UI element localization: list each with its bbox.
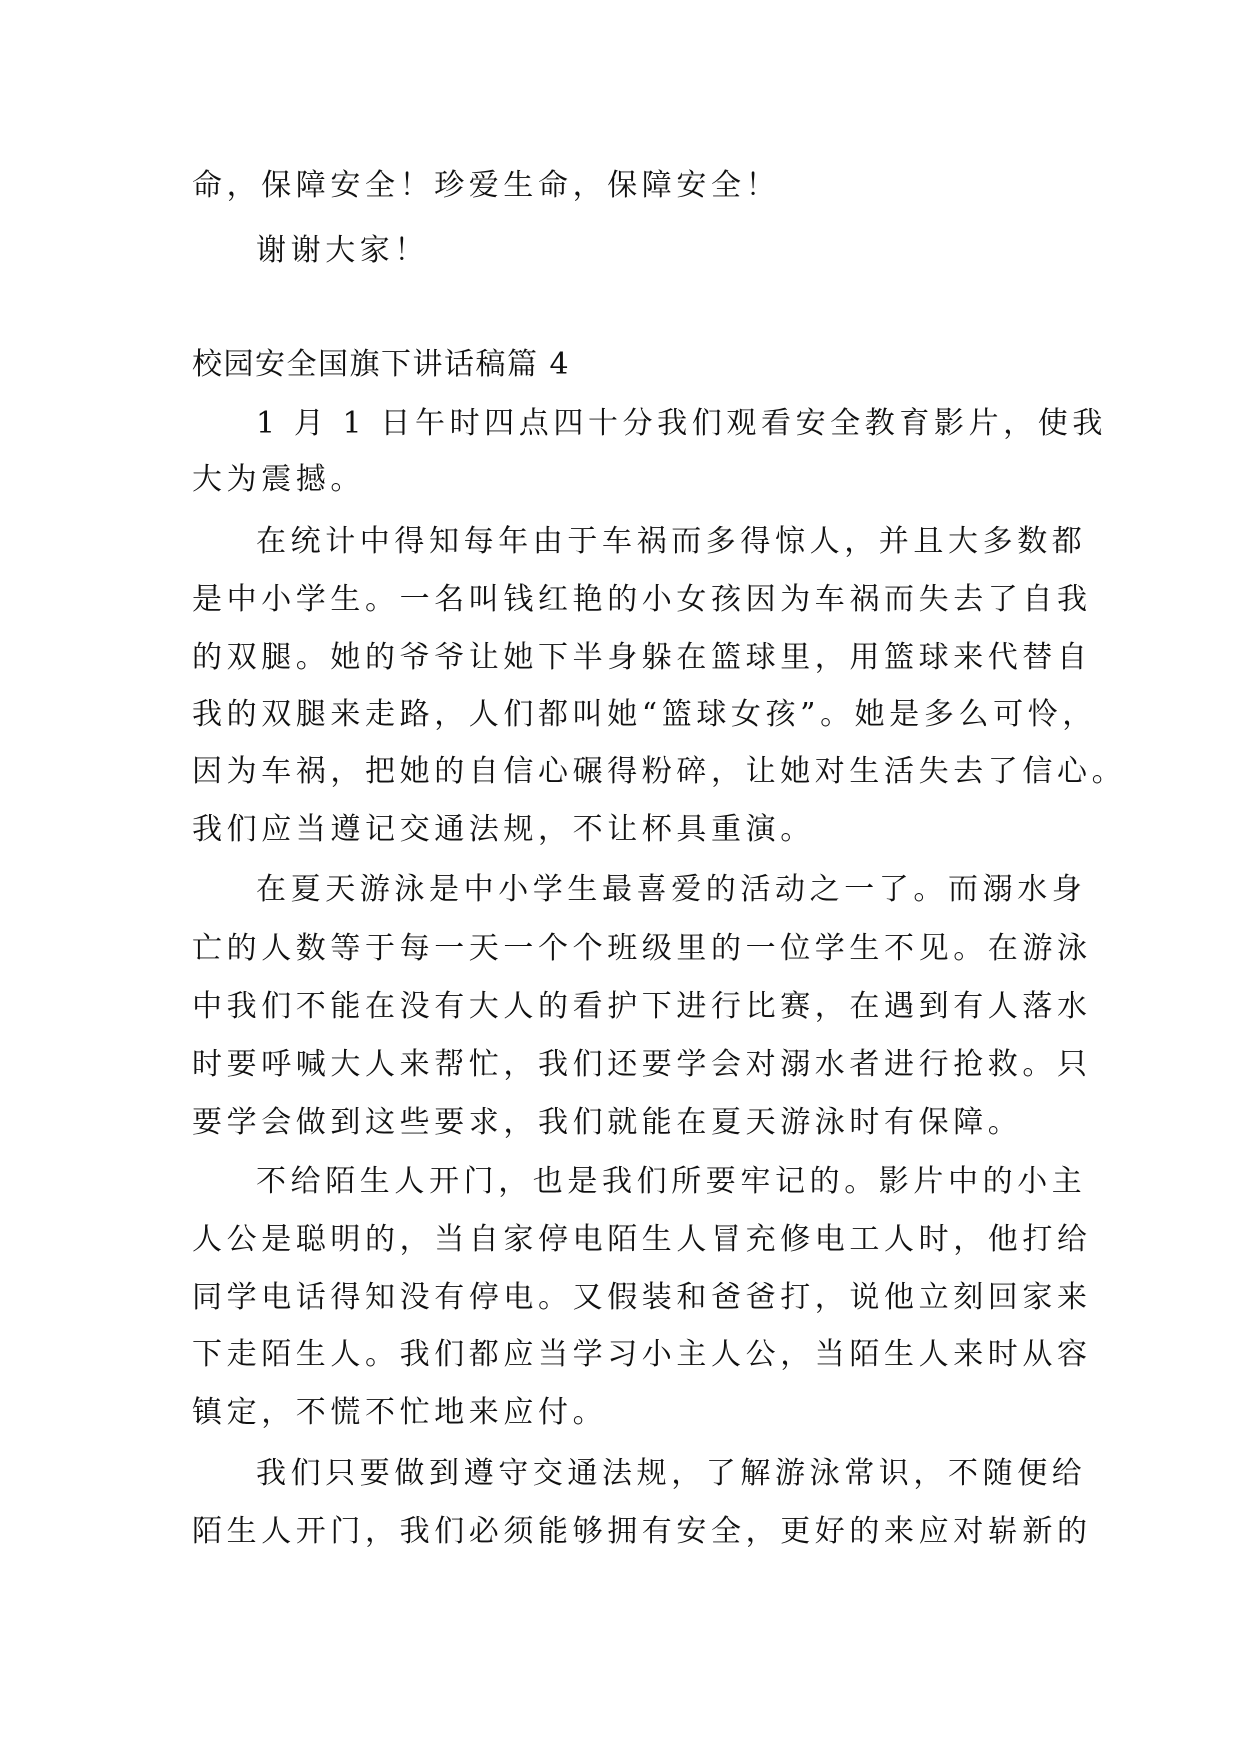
text-line: 陌生人开门，我们必须能够拥有安全，更好的来应对崭新的: [192, 1514, 1092, 1549]
text-line: 在统计中得知每年由于车祸而多得惊人，并且大多数都: [256, 524, 1087, 559]
section-heading: 校园安全国旗下讲话稿篇 4: [192, 347, 571, 382]
text-line: 命，保障安全！珍爱生命，保障安全！: [192, 168, 781, 203]
text-line: 要学会做到这些要求，我们就能在夏天游泳时有保障。: [192, 1105, 1023, 1140]
text-line: 下走陌生人。我们都应当学习小主人公，当陌生人来时从容: [192, 1337, 1092, 1372]
text-line: 不给陌生人开门，也是我们所要牢记的。影片中的小主: [256, 1164, 1087, 1199]
text-line: 镇定，不慌不忙地来应付。: [192, 1395, 608, 1430]
text-line: 谢谢大家！: [256, 233, 429, 268]
text-line: 我们只要做到遵守交通法规，了解游泳常识，不随便给: [256, 1456, 1087, 1491]
text-line: 亡的人数等于每一天一个个班级里的一位学生不见。在游泳: [192, 931, 1092, 966]
text-line: 的双腿。她的爷爷让她下半身躲在篮球里，用篮球来代替自: [192, 640, 1092, 675]
text-line: 在夏天游泳是中小学生最喜爱的活动之一了。而溺水身: [256, 872, 1087, 907]
text-line: 大为震撼。: [192, 462, 365, 497]
text-line: 我的双腿来走路，人们都叫她“篮球女孩”。她是多么可怜，: [192, 697, 1097, 732]
text-line: 时要呼喊大人来帮忙，我们还要学会对溺水者进行抢救。只: [192, 1047, 1092, 1082]
text-line: 是中小学生。一名叫钱红艳的小女孩因为车祸而失去了自我: [192, 582, 1092, 617]
text-line: 1 月 1 日午时四点四十分我们观看安全教育影片，使我: [256, 406, 1107, 441]
text-line: 我们应当遵记交通法规，不让杯具重演。: [192, 812, 815, 847]
text-line: 因为车祸，把她的自信心碾得粉碎，让她对生活失去了信心。: [192, 754, 1127, 789]
text-line: 同学电话得知没有停电。又假装和爸爸打，说他立刻回家来: [192, 1280, 1092, 1315]
text-line: 中我们不能在没有大人的看护下进行比赛，在遇到有人落水: [192, 989, 1092, 1024]
text-line: 人公是聪明的，当自家停电陌生人冒充修电工人时，他打给: [192, 1222, 1092, 1257]
